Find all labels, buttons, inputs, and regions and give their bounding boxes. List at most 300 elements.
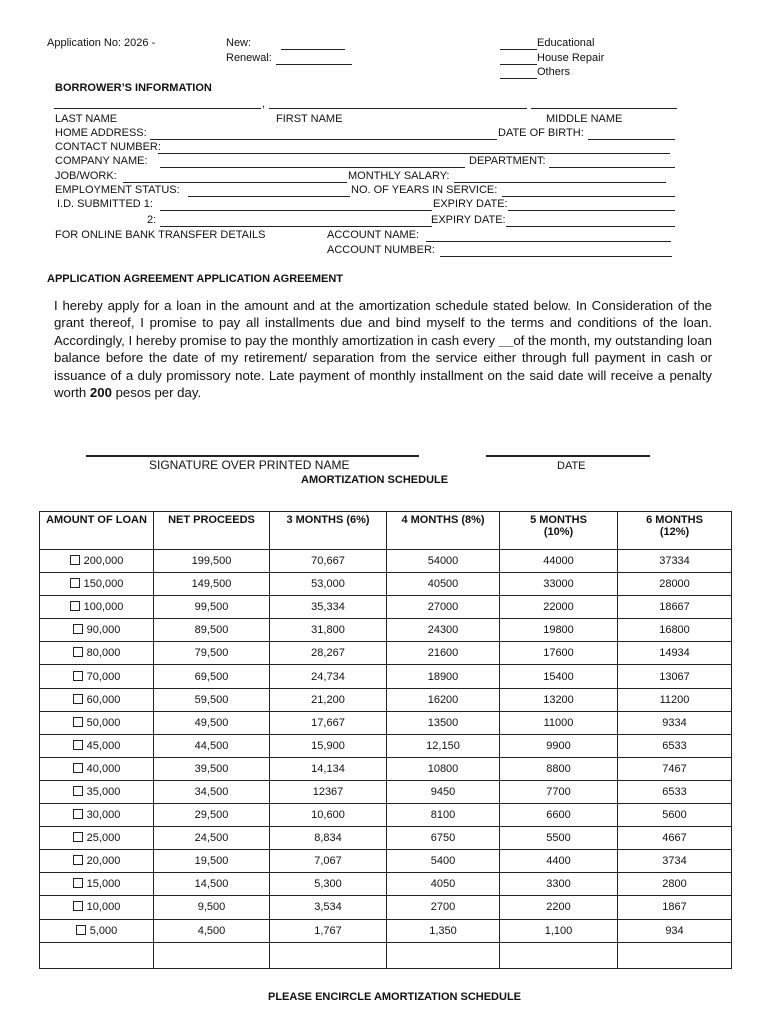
cell-net-proceeds	[154, 827, 270, 850]
cell-value: 49,500	[194, 716, 229, 729]
cell-value: 2800	[662, 878, 687, 891]
header-3-months: 3 MONTHS (6%)	[270, 512, 387, 550]
purpose-others: Others	[537, 66, 571, 78]
cell-4-months	[387, 688, 500, 711]
cell-value: 6533	[662, 785, 687, 798]
cell-5-months	[500, 919, 618, 942]
home-address-label: HOME ADDRESS:	[55, 127, 147, 139]
account-number-label: ACCOUNT NUMBER:	[327, 244, 435, 256]
cell-value: 80,000	[86, 647, 121, 660]
table-row	[40, 688, 732, 711]
checkbox-icon[interactable]	[73, 878, 83, 888]
penalty-amount: 200	[89, 385, 112, 401]
purpose-blank-others[interactable]	[500, 78, 537, 79]
table-row	[40, 919, 732, 942]
cell-net-proceeds	[154, 642, 270, 665]
account-name-line[interactable]	[426, 241, 671, 242]
checkbox-icon[interactable]	[73, 855, 83, 865]
borrower-section-title: BORROWER’S INFORMATION	[55, 82, 212, 94]
cell-amount	[40, 642, 154, 665]
cell-value: 13200	[543, 693, 574, 706]
cell-4-months	[387, 596, 500, 619]
cell-value: 6533	[662, 739, 687, 752]
new-label: New:	[226, 37, 252, 49]
cell-value: 5500	[546, 832, 571, 845]
id-submitted-1-line[interactable]	[160, 210, 432, 211]
checkbox-icon[interactable]	[70, 555, 80, 565]
last-name-line[interactable]	[54, 108, 261, 109]
cell-4-months	[387, 573, 500, 596]
cell-value: 16800	[659, 624, 690, 637]
date-line[interactable]	[486, 455, 650, 457]
cell-value: 17,667	[311, 716, 345, 729]
cell-value: 1,350	[429, 924, 457, 937]
cell-net-proceeds	[154, 942, 270, 968]
id-submitted-2-label: 2:	[147, 214, 157, 226]
cell-5-months	[500, 642, 618, 665]
cell-value: 9450	[430, 785, 456, 798]
cell-value: 3734	[662, 855, 687, 868]
monthly-salary-line[interactable]	[454, 182, 666, 183]
employment-status-line[interactable]	[188, 196, 350, 197]
cell-5-months	[500, 596, 618, 619]
cell-5-months	[500, 688, 618, 711]
cell-net-proceeds	[154, 873, 270, 896]
signature-label: SIGNATURE OVER PRINTED NAME	[149, 458, 350, 472]
table-row	[40, 711, 732, 734]
cell-6-months	[618, 665, 732, 688]
cell-value: 44,500	[194, 739, 229, 752]
cell-6-months	[618, 711, 732, 734]
cell-value: 21,200	[311, 693, 345, 706]
purpose-blank-house-repair[interactable]	[500, 64, 537, 65]
header-6-months: 6 MONTHS (12%)	[618, 512, 732, 550]
cell-6-months	[618, 573, 732, 596]
table-row	[40, 550, 732, 573]
cell-net-proceeds	[154, 896, 270, 919]
cell-value: 10,600	[311, 809, 345, 822]
cell-amount	[40, 919, 154, 942]
checkbox-icon[interactable]	[73, 740, 83, 750]
cell-value: 9,500	[197, 901, 226, 914]
cell-value: 10800	[427, 762, 459, 775]
table-row	[40, 642, 732, 665]
checkbox-icon[interactable]	[73, 763, 83, 773]
cell-value: 1,100	[544, 924, 573, 937]
cell-value: 15,000	[86, 878, 121, 891]
cell-5-months	[500, 550, 618, 573]
cell-value: 28000	[659, 578, 690, 591]
department-label: DEPARTMENT:	[469, 155, 546, 167]
cell-value: 150,000	[83, 578, 124, 591]
cell-value: 14934	[659, 647, 690, 660]
header-4-months: 4 MONTHS (8%)	[387, 512, 500, 550]
agreement-blank[interactable]: __	[498, 332, 514, 348]
cell-5-months	[500, 942, 618, 968]
cell-value: 54000	[427, 555, 459, 568]
middle-name-line[interactable]	[531, 108, 677, 109]
header-net-proceeds: NET PROCEEDS	[154, 512, 270, 550]
cell-value: 12,150	[426, 739, 460, 752]
cell-value: 8100	[430, 809, 456, 822]
cell-amount	[40, 757, 154, 780]
cell-value: 11000	[543, 716, 574, 729]
cell-value: 25,000	[86, 832, 121, 845]
cell-value: 90,000	[86, 624, 121, 637]
cell-6-months	[618, 619, 732, 642]
expiry-date-1-line[interactable]	[508, 210, 675, 211]
cell-value: 18667	[659, 601, 690, 614]
cell-3-months	[270, 850, 387, 873]
cell-4-months	[387, 665, 500, 688]
cell-amount	[40, 942, 154, 968]
cell-value: 6750	[430, 832, 456, 845]
last-name-label: LAST NAME	[55, 113, 118, 125]
cell-value: 24,734	[311, 670, 345, 683]
cell-3-months	[270, 919, 387, 942]
home-address-line[interactable]	[150, 139, 497, 140]
table-row	[40, 873, 732, 896]
purpose-house-repair: House Repair	[537, 52, 605, 64]
cell-value: 4667	[662, 832, 687, 845]
cell-6-months	[618, 850, 732, 873]
agreement-text-part1: I hereby apply for a loan in the amount and at the amortization schedule stated below. In Consideration of the grant thereof, I promise to pay all installments due and bind myself to the terms and conditions of the loan. Accordingly, I hereby promise to pay the monthly amortization in cash every	[54, 298, 712, 348]
account-number-line[interactable]	[440, 256, 672, 257]
cell-4-months	[387, 804, 500, 827]
account-name-label: ACCOUNT NAME:	[327, 229, 420, 241]
cell-5-months	[500, 873, 618, 896]
table-row	[40, 734, 732, 757]
cell-value: 39,500	[194, 762, 229, 775]
table-row	[40, 780, 732, 803]
cell-3-months	[270, 688, 387, 711]
cell-value: 21600	[427, 647, 459, 660]
cell-6-months	[618, 550, 732, 573]
cell-6-months	[618, 804, 732, 827]
cell-amount	[40, 780, 154, 803]
cell-value: 17600	[543, 647, 574, 660]
cell-3-months	[270, 550, 387, 573]
date-of-birth-label: DATE OF BIRTH:	[498, 127, 584, 139]
cell-value: 12367	[312, 785, 344, 798]
table-header-row	[40, 512, 732, 550]
cell-net-proceeds	[154, 550, 270, 573]
checkbox-icon[interactable]	[73, 901, 83, 911]
online-bank-label: FOR ONLINE BANK TRANSFER DETAILS	[55, 229, 266, 241]
table-row	[40, 804, 732, 827]
cell-amount	[40, 573, 154, 596]
cell-net-proceeds	[154, 573, 270, 596]
table-row	[40, 665, 732, 688]
cell-net-proceeds	[154, 780, 270, 803]
cell-5-months	[500, 734, 618, 757]
cell-value: 35,334	[311, 601, 345, 614]
cell-5-months	[500, 827, 618, 850]
cell-value: 70,667	[311, 555, 345, 568]
cell-value: 10,000	[86, 901, 121, 914]
cell-value: 29,500	[194, 809, 229, 822]
company-name-label: COMPANY NAME:	[55, 155, 148, 167]
cell-value: 53,000	[311, 578, 345, 591]
cell-value: 4400	[546, 855, 571, 868]
cell-value: 9334	[662, 716, 687, 729]
checkbox-icon[interactable]	[76, 925, 86, 935]
checkbox-icon[interactable]	[73, 717, 83, 727]
cell-net-proceeds	[154, 665, 270, 688]
cell-amount	[40, 873, 154, 896]
cell-net-proceeds	[154, 596, 270, 619]
schedule-title: AMORTIZATION SCHEDULE	[301, 474, 449, 486]
new-blank[interactable]	[281, 49, 345, 50]
cell-value: 35,000	[86, 785, 121, 798]
cell-4-months	[387, 642, 500, 665]
cell-value: 199,500	[191, 555, 232, 568]
cell-value: 20,000	[86, 855, 121, 868]
contact-number-label: CONTACT NUMBER:	[55, 141, 161, 153]
cell-amount	[40, 896, 154, 919]
cell-3-months	[270, 780, 387, 803]
cell-net-proceeds	[154, 619, 270, 642]
cell-value: 19800	[543, 624, 574, 637]
cell-value: 11200	[659, 693, 690, 706]
cell-6-months	[618, 757, 732, 780]
cell-net-proceeds	[154, 919, 270, 942]
checkbox-icon[interactable]	[73, 694, 83, 704]
cell-value: 6600	[546, 809, 571, 822]
cell-value: 4,500	[197, 924, 226, 937]
cell-4-months	[387, 850, 500, 873]
table-row	[40, 757, 732, 780]
cell-value: 5400	[430, 855, 456, 868]
expiry-date-2-label: EXPIRY DATE:	[431, 214, 506, 226]
first-name-label: FIRST NAME	[276, 113, 343, 125]
cell-4-months	[387, 780, 500, 803]
cell-net-proceeds	[154, 711, 270, 734]
purpose-educational: Educational	[537, 37, 595, 49]
cell-value: 13067	[659, 670, 690, 683]
cell-value: 70,000	[86, 670, 121, 683]
employment-status-label: EMPLOYMENT STATUS:	[55, 184, 180, 196]
cell-value: 59,500	[194, 693, 229, 706]
cell-4-months	[387, 550, 500, 573]
cell-amount	[40, 711, 154, 734]
cell-value: 34,500	[194, 785, 229, 798]
name-comma: ,	[262, 98, 266, 110]
expiry-date-1-label: EXPIRY DATE:	[433, 198, 508, 210]
table-row	[40, 896, 732, 919]
cell-4-months	[387, 711, 500, 734]
cell-3-months	[270, 573, 387, 596]
cell-value: 14,134	[311, 762, 345, 775]
cell-value: 2700	[430, 901, 456, 914]
cell-amount	[40, 688, 154, 711]
cell-6-months	[618, 896, 732, 919]
cell-value: 37334	[659, 555, 690, 568]
cell-net-proceeds	[154, 734, 270, 757]
cell-4-months	[387, 942, 500, 968]
cell-value: 13500	[427, 716, 459, 729]
cell-net-proceeds	[154, 757, 270, 780]
table-body	[40, 550, 732, 969]
cell-value: 1867	[662, 901, 687, 914]
years-in-service-label: NO. OF YEARS IN SERVICE:	[351, 184, 498, 196]
cell-value: 89,500	[194, 624, 229, 637]
cell-4-months	[387, 827, 500, 850]
date-label: DATE	[557, 460, 586, 472]
purpose-blank-educational[interactable]	[500, 49, 537, 50]
cell-value: 40500	[427, 578, 459, 591]
cell-value: 8,834	[314, 832, 342, 845]
company-name-line[interactable]	[160, 167, 465, 168]
footer-note: PLEASE ENCIRCLE AMORTIZATION SCHEDULE	[268, 991, 522, 1003]
cell-5-months	[500, 850, 618, 873]
cell-value: 934	[665, 924, 684, 937]
cell-5-months	[500, 804, 618, 827]
cell-amount	[40, 827, 154, 850]
cell-value: 31,800	[311, 624, 345, 637]
cell-value: 28,267	[311, 647, 345, 660]
renewal-blank[interactable]	[276, 64, 352, 65]
cell-value: 1,767	[314, 924, 342, 937]
cell-value: 18900	[427, 670, 459, 683]
cell-amount	[40, 665, 154, 688]
header-5-months: 5 MONTHS (10%)	[500, 512, 618, 550]
cell-6-months	[618, 780, 732, 803]
cell-6-months	[618, 942, 732, 968]
cell-value: 30,000	[86, 809, 121, 822]
cell-3-months	[270, 896, 387, 919]
cell-value: 7467	[662, 762, 687, 775]
cell-value: 19,500	[194, 855, 229, 868]
cell-value: 50,000	[86, 716, 121, 729]
expiry-date-2-line[interactable]	[506, 226, 675, 227]
table-row	[40, 827, 732, 850]
cell-value: 200,000	[83, 555, 124, 568]
cell-3-months	[270, 596, 387, 619]
table-row	[40, 619, 732, 642]
cell-value: 79,500	[194, 647, 229, 660]
cell-value: 5,300	[314, 878, 342, 891]
cell-value: 15400	[543, 670, 574, 683]
cell-4-months	[387, 896, 500, 919]
agreement-text	[54, 297, 712, 401]
cell-3-months	[270, 804, 387, 827]
department-line[interactable]	[549, 167, 675, 168]
header-amount-of-loan: AMOUNT OF LOAN	[40, 512, 154, 550]
checkbox-icon[interactable]	[73, 809, 83, 819]
cell-value: 4050	[430, 878, 456, 891]
cell-5-months	[500, 896, 618, 919]
contact-number-line[interactable]	[158, 153, 670, 154]
first-name-line[interactable]	[269, 108, 527, 109]
cell-4-months	[387, 757, 500, 780]
checkbox-icon[interactable]	[73, 647, 83, 657]
cell-amount	[40, 804, 154, 827]
cell-3-months	[270, 665, 387, 688]
table-row	[40, 573, 732, 596]
checkbox-icon[interactable]	[70, 578, 80, 588]
cell-value: 27000	[427, 601, 459, 614]
checkbox-icon[interactable]	[73, 671, 83, 681]
cell-6-months	[618, 919, 732, 942]
table-row	[40, 942, 732, 968]
cell-5-months	[500, 711, 618, 734]
cell-value: 24300	[427, 624, 459, 637]
years-in-service-line[interactable]	[502, 196, 675, 197]
id-submitted-2-line[interactable]	[160, 226, 432, 227]
cell-6-months	[618, 873, 732, 896]
checkbox-icon[interactable]	[73, 832, 83, 842]
checkbox-icon[interactable]	[73, 786, 83, 796]
cell-value: 5600	[662, 809, 687, 822]
cell-6-months	[618, 642, 732, 665]
cell-6-months	[618, 688, 732, 711]
cell-value: 2200	[546, 901, 571, 914]
monthly-salary-label: MONTHLY SALARY:	[348, 170, 450, 182]
cell-4-months	[387, 734, 500, 757]
cell-value: 149,500	[191, 578, 232, 591]
cell-3-months	[270, 942, 387, 968]
cell-value: 33000	[543, 578, 574, 591]
cell-3-months	[270, 734, 387, 757]
checkbox-icon[interactable]	[73, 624, 83, 634]
cell-value: 8800	[546, 762, 571, 775]
job-work-label: JOB/WORK:	[55, 170, 117, 182]
renewal-label: Renewal:	[226, 52, 272, 64]
cell-3-months	[270, 827, 387, 850]
cell-3-months	[270, 711, 387, 734]
agreement-text-end: pesos per day.	[111, 385, 202, 401]
cell-value: 44000	[543, 555, 574, 568]
cell-3-months	[270, 642, 387, 665]
application-number: Application No: 2026 -	[47, 37, 156, 49]
signature-line[interactable]	[86, 455, 419, 457]
checkbox-icon[interactable]	[70, 601, 80, 611]
cell-5-months	[500, 619, 618, 642]
cell-amount	[40, 850, 154, 873]
cell-net-proceeds	[154, 850, 270, 873]
cell-value: 24,500	[194, 832, 229, 845]
cell-4-months	[387, 873, 500, 896]
cell-net-proceeds	[154, 804, 270, 827]
cell-6-months	[618, 827, 732, 850]
amortization-table	[39, 511, 732, 969]
agreement-text-part2: of the month, my outstanding loan balance before the date of my retirement/ separation from the service either through full payment in cash or issuance of a duly promissory note. Late payment of monthly installment on the said date will receive a penalty worth	[54, 332, 713, 401]
cell-value: 3300	[546, 878, 571, 891]
cell-value: 99,500	[194, 601, 229, 614]
cell-value: 15,900	[311, 739, 345, 752]
cell-value: 9900	[546, 739, 571, 752]
cell-amount	[40, 550, 154, 573]
cell-amount	[40, 734, 154, 757]
job-work-line[interactable]	[123, 182, 347, 183]
id-submitted-1-label: I.D. SUBMITTED 1:	[57, 198, 153, 210]
cell-5-months	[500, 757, 618, 780]
cell-value: 16200	[427, 693, 459, 706]
cell-value: 69,500	[194, 670, 229, 683]
cell-value: 7,067	[314, 855, 342, 868]
cell-value: 3,534	[314, 901, 342, 914]
cell-value: 100,000	[83, 601, 124, 614]
date-of-birth-line[interactable]	[588, 139, 675, 140]
cell-amount	[40, 596, 154, 619]
cell-6-months	[618, 734, 732, 757]
cell-value: 14,500	[194, 878, 229, 891]
cell-5-months	[500, 780, 618, 803]
cell-4-months	[387, 919, 500, 942]
cell-5-months	[500, 573, 618, 596]
cell-3-months	[270, 619, 387, 642]
